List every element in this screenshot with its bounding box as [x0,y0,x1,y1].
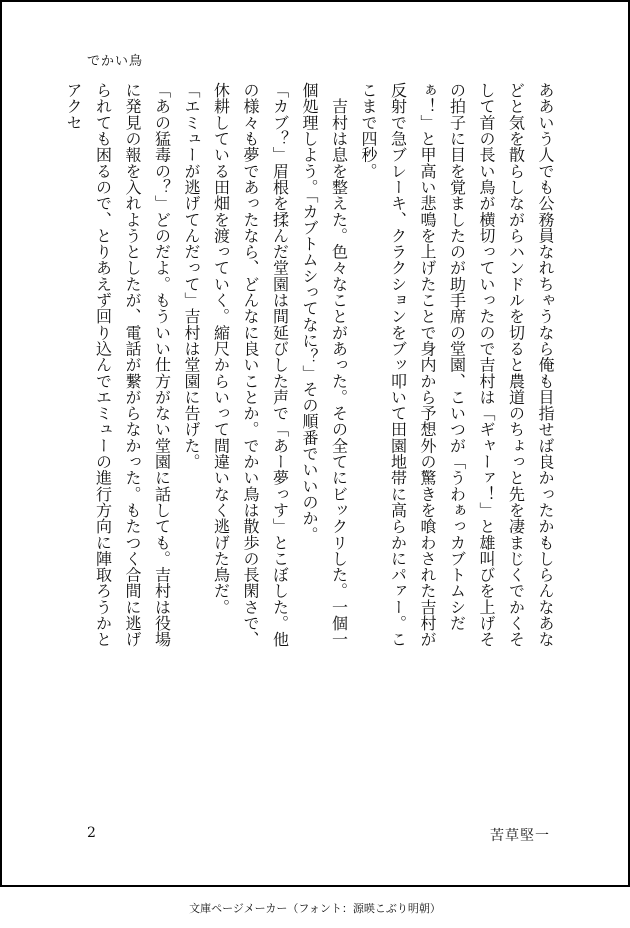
vertical-body-text [64,82,560,662]
paragraph: ああいう人でも公務員なれちゃうなら俺も目指せば良かったかもしらんなあなどと気を散らしながらハンドルを切ると農道のちょっと先を凄まじくでかくそして首の長い鳥が横切っていったので吉村は「ギャーァ！」と雄叫びを上げその拍子に目を覚ましたのが助手席の堂園、こいつが「うわぁっカブトムシだぁ！」と甲高い悲鳴を上げたことで身内から予想外の驚きを喰わされた吉村が反射で急ブレーキ、クラクションをブッ叩いて田園地帯に高らかにパァー。ここまで四秒。 [359,82,555,648]
paragraph: 吉村は息を整えた。色々なことがあった。その全てにビックリした。一個一個処理しよう。「カブトムシってなに？」その順番でいいのか。 [300,82,349,648]
page-number: 2 [87,825,96,841]
footer-credit: 文庫ページメーカー（フォント：源暎こぶり明朝） [189,902,441,915]
running-title: でかい鳥 [87,54,144,69]
paragraph: 「カブ？」眉根を揉んだ堂園は間延びした声で「あー夢っす」とこぼした。他の様々も夢であったなら、どんなに良いことか。でかい鳥は散歩の長閑さで、休耕している田畑を渡っていく。縮尺からいって間違いなく逃げた鳥だ。 [211,82,290,648]
author-name: 苦草堅一 [490,828,550,844]
paragraph: 「あの猛毒の？」どのだよ。もういい仕方がない堂園に話しても。吉村は役場に発見の報を入れようとしたが、電話が繋がらなかった。もたつく合間に逃げられても困るので、とりあえず回り込んでエミューの進行方向に陣取ろうかとアクセ [64,82,172,648]
paragraph: 「エミューが逃げてんだって」吉村は堂園に告げた。 [182,82,201,470]
